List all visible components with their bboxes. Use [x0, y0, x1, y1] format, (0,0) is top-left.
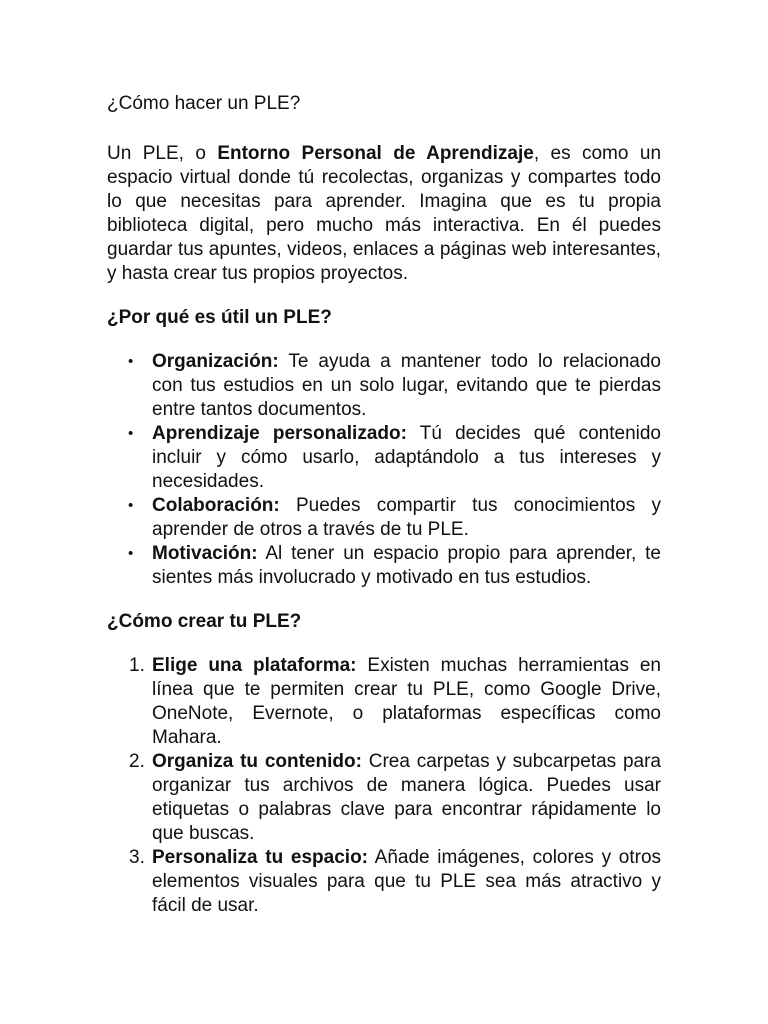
- item-label: Organiza tu contenido:: [152, 751, 362, 772]
- list-item: [107, 350, 661, 422]
- list-item: [107, 654, 661, 750]
- bullet-icon: •: [128, 545, 134, 562]
- intro-paragraph: [107, 142, 661, 286]
- item-text: Te ayuda a mantener todo lo relacionado con tus estudios en un solo lugar, evitando que te pierdas entre tantos documentos.: [152, 351, 661, 420]
- bullet-icon: •: [128, 497, 134, 514]
- step-number: 2.: [129, 751, 145, 772]
- step-number: 3.: [129, 847, 145, 868]
- item-label: Personaliza tu espacio:: [152, 847, 369, 868]
- item-text: Tú decides qué contenido incluir y cómo usarlo, adaptándolo a tus intereses y necesidades.: [152, 423, 661, 492]
- section-heading-how: ¿Cómo crear tu PLE?: [107, 611, 302, 632]
- intro-text-rest: , es como un espacio virtual donde tú recolectas, organizas y compartes todo lo que necesitas para aprender. Imagina que es tu propia biblioteca digital, pero mucho más interactiva. En él puedes guardar tus apuntes, videos, enlaces a páginas web interesantes, y hasta crear tus propios proyectos.: [107, 143, 662, 284]
- item-label: Aprendizaje personalizado:: [152, 423, 407, 444]
- item-text: Añade imágenes, colores y otros elementos visuales para que tu PLE sea más atractivo y fácil de usar.: [152, 847, 662, 916]
- list-item: [107, 846, 661, 918]
- bullet-icon: •: [128, 353, 134, 370]
- intro-text-start: Un PLE, o: [107, 143, 218, 164]
- list-item: [107, 494, 661, 542]
- item-label: Colaboración:: [152, 495, 280, 516]
- item-label: Elige una plataforma:: [152, 655, 357, 676]
- item-text: Existen muchas herramientas en línea que te permiten crear tu PLE, como Google Drive, OneNote, Evernote, o plataformas específicas como Mahara.: [152, 655, 662, 748]
- item-text: Crea carpetas y subcarpetas para organizar tus archivos de manera lógica. Puedes usar etiquetas o palabras clave para encontrar rápidamente lo que buscas.: [152, 751, 661, 844]
- item-text: Puedes compartir tus conocimientos y aprender de otros a través de tu PLE.: [152, 495, 661, 540]
- document-page: [107, 92, 661, 918]
- document-title: ¿Cómo hacer un PLE?: [107, 93, 301, 114]
- item-label: Organización:: [152, 351, 279, 372]
- steps-list: [107, 654, 661, 918]
- list-item: [107, 750, 661, 846]
- item-text: Al tener un espacio propio para aprender, te sientes más involucrado y motivado en tus estudios.: [152, 543, 661, 588]
- item-label: Motivación:: [152, 543, 258, 564]
- step-number: 1.: [129, 655, 145, 676]
- section-heading-why: ¿Por qué es útil un PLE?: [107, 307, 332, 328]
- benefits-list: [107, 350, 661, 590]
- list-item: [107, 422, 661, 494]
- bullet-icon: •: [128, 425, 134, 442]
- intro-bold-term: Entorno Personal de Aprendizaje: [217, 143, 534, 164]
- list-item: [107, 542, 661, 590]
